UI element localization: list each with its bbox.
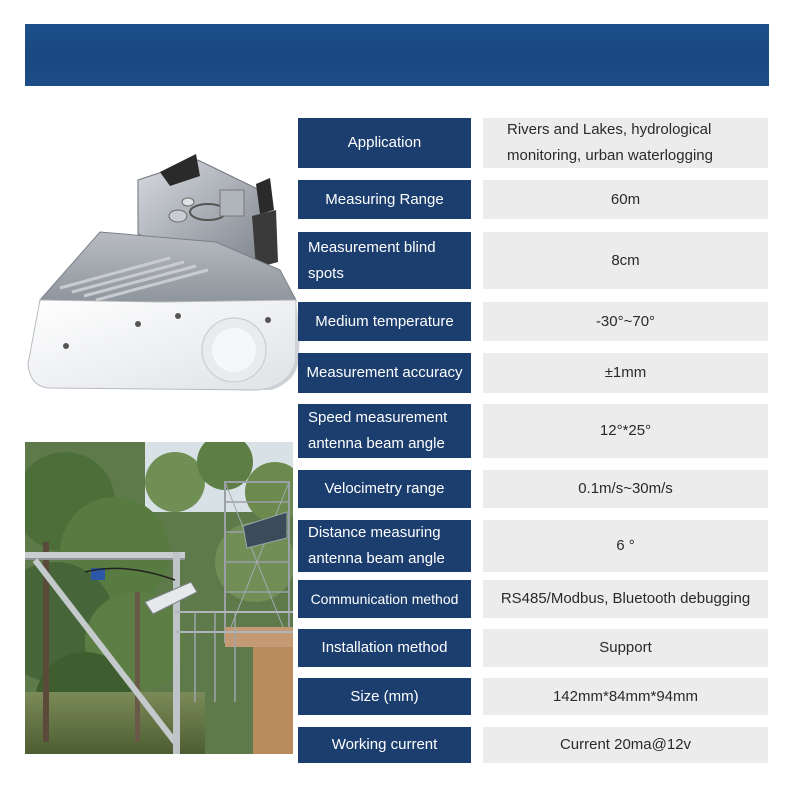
spec-value: RS485/Modbus, Bluetooth debugging bbox=[483, 580, 768, 618]
spec-row-measuring-range bbox=[298, 180, 770, 219]
spec-row-measurement-accuracy bbox=[298, 353, 770, 393]
spec-value: 60m bbox=[483, 180, 768, 219]
spec-value: ±1mm bbox=[483, 353, 768, 393]
spec-value: 12°*25° bbox=[483, 404, 768, 458]
spec-label: Measuring Range bbox=[298, 180, 471, 219]
spec-label: Distance measuring antenna beam angle bbox=[298, 520, 471, 572]
spec-label: Measurement blind spots bbox=[298, 232, 471, 289]
header-banner bbox=[25, 24, 769, 86]
spec-value: 0.1m/s~30m/s bbox=[483, 470, 768, 508]
spec-value: Support bbox=[483, 629, 768, 667]
spec-row-speed-beam-angle bbox=[298, 404, 770, 458]
spec-row-velocimetry-range bbox=[298, 470, 770, 508]
spec-row-blind-spots bbox=[298, 232, 770, 289]
spec-value: -30°~70° bbox=[483, 302, 768, 341]
spec-label: Velocimetry range bbox=[298, 470, 471, 508]
spec-row-size bbox=[298, 678, 770, 715]
spec-row-working-current bbox=[298, 727, 770, 763]
sensor-product-image bbox=[20, 150, 300, 410]
spec-row-medium-temperature bbox=[298, 302, 770, 341]
spec-value: 142mm*84mm*94mm bbox=[483, 678, 768, 715]
spec-value: Current 20ma@12v bbox=[483, 727, 768, 763]
spec-row-installation-method bbox=[298, 629, 770, 667]
spec-value: 6 ° bbox=[483, 520, 768, 572]
spec-label: Application bbox=[298, 118, 471, 168]
spec-label: Measurement accuracy bbox=[298, 353, 471, 393]
spec-row-distance-beam-angle bbox=[298, 520, 770, 572]
spec-label: Installation method bbox=[298, 629, 471, 667]
spec-value: Rivers and Lakes, hydrological monitoring, urban waterlogging bbox=[483, 118, 768, 168]
spec-label: Working current bbox=[298, 727, 471, 763]
spec-row-communication-method bbox=[298, 580, 770, 618]
spec-label: Size (mm) bbox=[298, 678, 471, 715]
spec-label: Medium temperature bbox=[298, 302, 471, 341]
spec-value: 8cm bbox=[483, 232, 768, 289]
installation-site-photo bbox=[25, 442, 293, 754]
spec-label: Communication method bbox=[298, 580, 471, 618]
spec-row-application bbox=[298, 118, 770, 168]
spec-label: Speed measurement antenna beam angle bbox=[298, 404, 471, 458]
